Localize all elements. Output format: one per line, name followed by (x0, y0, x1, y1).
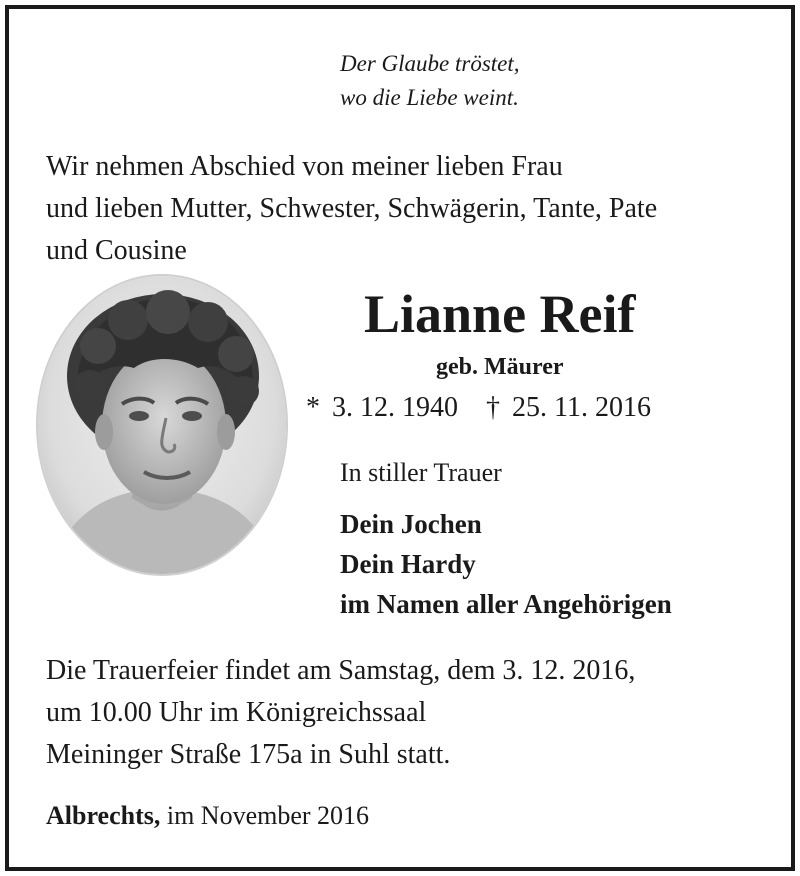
death-cross-icon: † (486, 392, 500, 423)
maiden-name: geb. Mäurer (436, 354, 564, 380)
signer-1: Dein Jochen (340, 509, 482, 539)
footer-line (46, 798, 369, 834)
intro-text (46, 146, 657, 272)
service-line-3: Meininger Straße 175a in Suhl statt. (46, 739, 451, 770)
signer-2: Dein Hardy (340, 549, 476, 579)
intro-line-3: und Cousine (46, 235, 187, 266)
motto-line-1: Der Glaube tröstet, (340, 51, 520, 76)
deceased-name: Lianne Reif (364, 284, 636, 344)
intro-line-2: und lieben Mutter, Schwester, Schwägerin, Tante, Pate (46, 193, 658, 224)
footer-date: im November 2016 (166, 801, 370, 830)
service-line-2: um 10.00 Uhr im Königreichssaal (46, 697, 427, 728)
death-date: 25. 11. 2016 (512, 392, 651, 423)
birth-star-icon: * (306, 392, 320, 423)
service-info (46, 650, 635, 776)
service-line-1: Die Trauerfeier findet am Samstag, dem 3. 12. 2016, (46, 655, 636, 686)
motto-line-2: wo die Liebe weint. (340, 85, 519, 110)
signers (340, 504, 672, 624)
portrait-photo-icon (38, 276, 286, 574)
motto (340, 47, 520, 115)
intro-line-1: Wir nehmen Abschied von meiner lieben Frau (46, 151, 563, 182)
birth-date: 3. 12. 1940 (332, 392, 458, 423)
mourning-phrase: In stiller Trauer (340, 458, 502, 487)
footer-place: Albrechts, (46, 801, 161, 830)
portrait-photo (38, 276, 286, 574)
life-dates (306, 390, 651, 426)
signer-3: im Namen aller Angehörigen (340, 589, 672, 619)
